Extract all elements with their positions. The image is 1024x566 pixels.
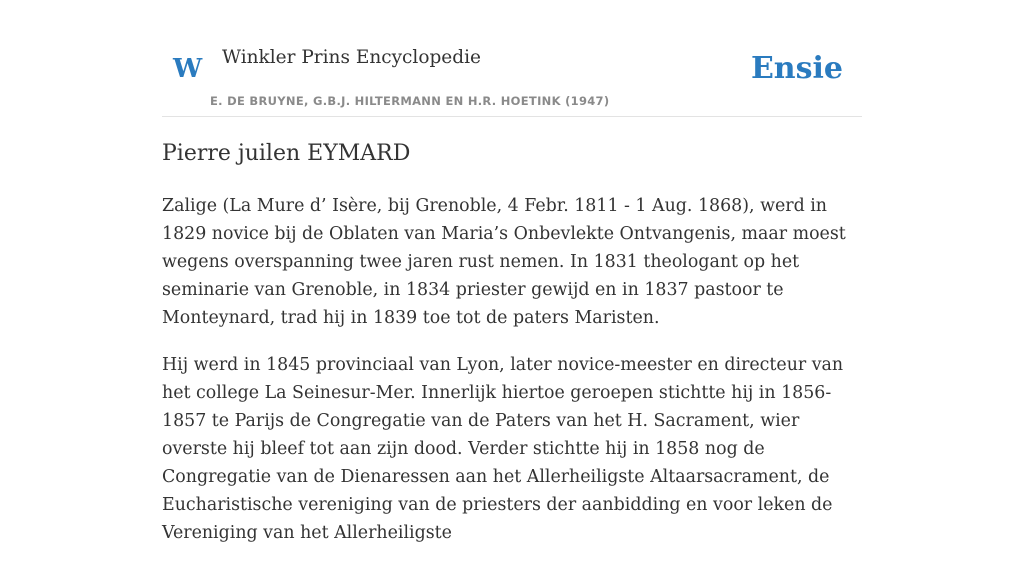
article-paragraph: Hij werd in 1845 provinciaal van Lyon, later novice-meester en directeur van het college La Seinesur-Mer. Innerlijk hiertoe geroepen stichtte hij in 1856-1857 te Parijs de Congregatie van de Paters van het H. Sacrament, wier overste hij bleef tot aan zijn dood. Verder stichtte hij in 1858 nog de Congregatie van de Dienaressen aan het Allerheiligste Altaarsacrament, de Eucharistische vereniging van de priesters der aanbidding en voor leken de Vereniging van het Allerheiligste bbox=[162, 355, 844, 543]
page bbox=[162, 0, 862, 543]
winkler-prins-logo[interactable]: W bbox=[173, 54, 203, 84]
article-paragraph: Zalige (La Mure d’ Isère, bij Grenoble, 4 Febr. 1811 - 1 Aug. 1868), werd in 1829 novice bij de Oblaten van Maria’s Onbevlekte Ontvangenis, maar moest wegens overspanning twee jaren rust nemen. In 1831 theologant op het seminarie van Grenoble, in 1834 priester gewijd en in 1837 pastoor te Monteynard, trad hij in 1839 toe tot de paters Maristen. bbox=[162, 196, 846, 328]
source-header bbox=[162, 0, 862, 117]
source-authors: E. DE BRUYNE, G.B.J. HILTERMANN EN H.R. HOETINK (1947) bbox=[210, 94, 610, 108]
article-body bbox=[162, 192, 862, 566]
article-title: Pierre juilen EYMARD bbox=[162, 141, 411, 166]
ensie-logo[interactable]: Ensie bbox=[750, 51, 843, 86]
source-title[interactable]: Winkler Prins Encyclopedie bbox=[222, 47, 481, 68]
